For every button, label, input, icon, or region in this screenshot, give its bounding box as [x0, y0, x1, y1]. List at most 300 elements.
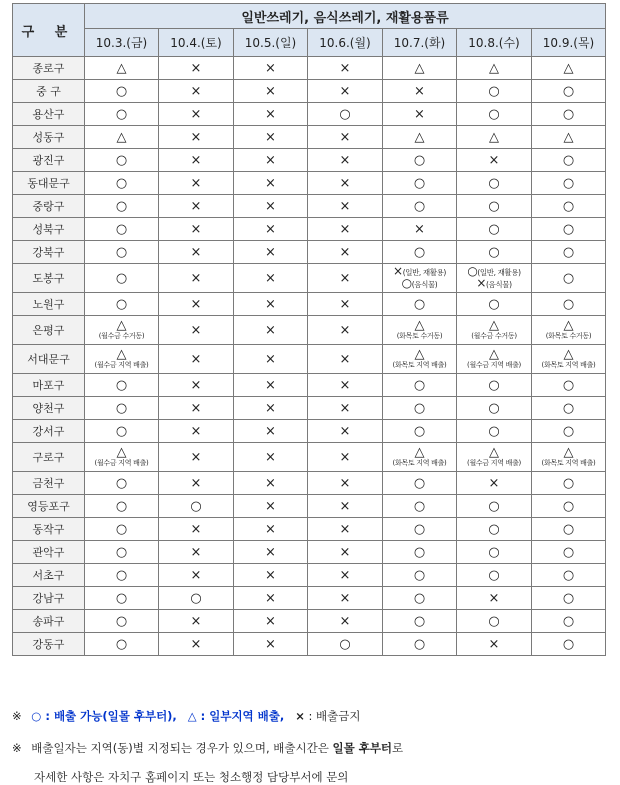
schedule-cell	[85, 103, 159, 126]
status-mark: ×	[265, 129, 276, 145]
schedule-cell	[234, 518, 308, 541]
schedule-cell	[308, 420, 383, 443]
status-mark: ×	[265, 221, 276, 237]
status-mark: △	[116, 347, 127, 362]
legend-note	[12, 708, 612, 724]
schedule-cell	[234, 374, 308, 397]
schedule-cell	[308, 397, 383, 420]
table-row	[13, 472, 606, 495]
status-mark: ×	[265, 244, 276, 260]
schedule-cell	[532, 264, 606, 293]
schedule-cell	[308, 218, 383, 241]
district-name: 마포구	[13, 374, 85, 397]
schedule-cell	[308, 443, 383, 472]
schedule-cell	[159, 443, 234, 472]
status-mark: ×	[339, 475, 351, 491]
schedule-cell	[532, 472, 606, 495]
status-mark: ○	[413, 567, 426, 583]
status-mark: ○	[488, 498, 500, 514]
schedule-cell	[457, 241, 532, 264]
status-mark: ×	[339, 544, 351, 560]
status-mark: ×	[265, 449, 276, 465]
status-mark: ×	[488, 636, 500, 652]
district-name: 서초구	[13, 564, 85, 587]
status-mark: ○	[562, 296, 575, 312]
note-marker: ※	[12, 709, 22, 723]
schedule-cell	[308, 264, 383, 293]
status-mark: ○	[488, 521, 500, 537]
status-mark: ○	[562, 175, 575, 191]
table-row	[13, 80, 606, 103]
schedule-cell	[457, 374, 532, 397]
schedule-cell	[457, 195, 532, 218]
schedule-cell	[308, 293, 383, 316]
status-mark: ×	[488, 152, 500, 168]
status-mark: ○	[190, 590, 202, 606]
schedule-cell	[85, 518, 159, 541]
status-mark: ○	[562, 221, 575, 237]
status-mark: ○	[562, 567, 575, 583]
schedule-cell	[457, 564, 532, 587]
district-name: 송파구	[13, 610, 85, 633]
collection-schedule-table	[12, 3, 606, 656]
status-note: (화목토 지역 배출)	[392, 361, 447, 369]
schedule-cell	[159, 126, 234, 149]
schedule-cell	[85, 241, 159, 264]
status-mark: ○	[488, 423, 500, 439]
status-mark: ○	[115, 198, 128, 214]
status-mark: ○	[413, 498, 426, 514]
schedule-cell	[457, 472, 532, 495]
schedule-cell	[532, 172, 606, 195]
table-row	[13, 518, 606, 541]
table-row	[13, 443, 606, 472]
table-row	[13, 564, 606, 587]
status-note: (화목토 지역 배출)	[541, 459, 596, 467]
group-header: 일반쓰레기, 음식쓰레기, 재활용품류	[85, 4, 606, 29]
schedule-cell	[383, 241, 457, 264]
status-mark: △	[414, 129, 425, 145]
schedule-cell	[234, 443, 308, 472]
schedule-cell	[532, 241, 606, 264]
status-mark: ○	[562, 521, 575, 537]
schedule-cell	[159, 195, 234, 218]
status-mark: ○	[413, 613, 426, 629]
district-name: 종로구	[13, 57, 85, 80]
status-mark: ○	[488, 198, 500, 214]
schedule-cell	[234, 218, 308, 241]
table-row	[13, 57, 606, 80]
table-row	[13, 172, 606, 195]
table-row	[13, 397, 606, 420]
schedule-cell	[383, 443, 457, 472]
schedule-cell	[234, 80, 308, 103]
split-line	[383, 278, 456, 290]
status-mark: ×	[265, 106, 276, 122]
status-mark: ○	[562, 270, 575, 286]
schedule-cell	[159, 541, 234, 564]
status-mark: ×	[190, 60, 202, 76]
status-mark: ×	[339, 129, 351, 145]
status-note: (월수금 지역 배출)	[94, 361, 149, 369]
schedule-cell	[234, 633, 308, 656]
schedule-cell	[308, 103, 383, 126]
schedule-cell	[159, 420, 234, 443]
schedule-cell	[532, 316, 606, 345]
status-mark: ×	[488, 475, 500, 491]
status-mark: ×	[476, 276, 487, 290]
status-mark: △	[116, 60, 127, 76]
status-mark: △	[414, 445, 425, 460]
status-mark: ×	[265, 83, 276, 99]
schedule-cell	[383, 195, 457, 218]
split-note: (음식물)	[486, 280, 512, 289]
district-name: 동작구	[13, 518, 85, 541]
status-mark: ○	[562, 198, 575, 214]
schedule-cell	[234, 293, 308, 316]
schedule-cell	[308, 495, 383, 518]
schedule-cell	[85, 472, 159, 495]
status-mark: ×	[265, 475, 276, 491]
status-mark: △	[414, 347, 425, 362]
status-mark: ○	[562, 106, 575, 122]
status-mark: ×	[339, 590, 351, 606]
district-name: 관악구	[13, 541, 85, 564]
status-note: (월수금 수거동)	[471, 332, 517, 340]
schedule-cell	[234, 316, 308, 345]
status-mark: ×	[265, 175, 276, 191]
schedule-cell	[383, 633, 457, 656]
status-mark: ×	[190, 544, 202, 560]
table-row	[13, 633, 606, 656]
schedule-cell	[308, 587, 383, 610]
status-mark: ○	[413, 400, 426, 416]
status-mark: ×	[265, 521, 276, 537]
status-mark: ×	[265, 198, 276, 214]
schedule-cell	[159, 374, 234, 397]
table-row	[13, 264, 606, 293]
schedule-cell	[308, 172, 383, 195]
status-mark: ○	[413, 175, 426, 191]
status-mark: ×	[339, 449, 351, 465]
note-marker: ※	[12, 741, 22, 755]
schedule-cell	[159, 293, 234, 316]
schedule-cell	[234, 587, 308, 610]
schedule-cell	[532, 610, 606, 633]
schedule-cell	[308, 610, 383, 633]
status-mark: ×	[265, 636, 276, 652]
schedule-cell	[85, 264, 159, 293]
status-mark: ○	[413, 377, 426, 393]
status-mark: ×	[339, 175, 351, 191]
legend-circle: ○ : 배출 가능(일몰 후부터),	[31, 709, 177, 723]
status-mark: ×	[339, 423, 351, 439]
district-name: 성동구	[13, 126, 85, 149]
status-mark: ×	[265, 544, 276, 560]
schedule-cell	[457, 443, 532, 472]
date-header: 10.4.(토)	[159, 29, 234, 57]
status-mark: ×	[190, 296, 202, 312]
schedule-cell	[85, 564, 159, 587]
date-header: 10.3.(금)	[85, 29, 159, 57]
status-mark: ○	[115, 377, 128, 393]
status-mark: ×	[414, 83, 425, 99]
status-mark: ×	[339, 322, 351, 338]
status-mark: ○	[115, 221, 128, 237]
schedule-cell	[308, 472, 383, 495]
schedule-cell	[85, 126, 159, 149]
status-mark: ○	[115, 175, 128, 191]
status-mark: ○	[488, 83, 500, 99]
schedule-cell	[532, 57, 606, 80]
schedule-cell	[532, 633, 606, 656]
schedule-cell	[234, 264, 308, 293]
status-mark: ○	[115, 270, 128, 286]
schedule-cell	[159, 587, 234, 610]
status-mark: ×	[190, 449, 202, 465]
schedule-cell	[532, 374, 606, 397]
status-mark: △	[489, 129, 499, 145]
district-name: 양천구	[13, 397, 85, 420]
table-row	[13, 149, 606, 172]
schedule-cell	[234, 103, 308, 126]
status-mark: ○	[115, 423, 128, 439]
status-note: (화목토 수거동)	[545, 332, 592, 340]
status-mark: ○	[488, 175, 500, 191]
status-mark: ×	[190, 83, 202, 99]
status-mark: ×	[265, 567, 276, 583]
status-mark: ×	[339, 244, 351, 260]
status-mark: ○	[562, 498, 575, 514]
schedule-cell	[234, 610, 308, 633]
schedule-cell	[457, 126, 532, 149]
schedule-cell	[383, 264, 457, 293]
status-mark: ○	[115, 83, 128, 99]
schedule-cell	[85, 57, 159, 80]
status-mark: ×	[190, 129, 202, 145]
status-mark: ×	[488, 590, 500, 606]
schedule-cell	[532, 420, 606, 443]
schedule-cell	[457, 316, 532, 345]
status-mark: △	[563, 60, 574, 76]
date-header: 10.6.(월)	[308, 29, 383, 57]
district-name: 서대문구	[13, 345, 85, 374]
schedule-cell	[383, 472, 457, 495]
status-note: (월수금 지역 배출)	[467, 459, 521, 467]
status-mark: ×	[190, 244, 202, 260]
status-mark: ×	[265, 152, 276, 168]
legend-cross-mark: ×	[295, 709, 305, 723]
schedule-cell	[308, 564, 383, 587]
schedule-cell	[308, 541, 383, 564]
split-line	[457, 266, 531, 278]
status-mark: ×	[265, 498, 276, 514]
schedule-cell	[159, 564, 234, 587]
status-mark: ×	[265, 423, 276, 439]
district-name: 성북구	[13, 218, 85, 241]
schedule-cell	[383, 345, 457, 374]
schedule-cell	[159, 472, 234, 495]
status-mark: ×	[190, 636, 202, 652]
schedule-cell	[532, 564, 606, 587]
status-mark: ○	[115, 296, 128, 312]
status-mark: ×	[339, 400, 351, 416]
district-name: 노원구	[13, 293, 85, 316]
status-mark: △	[563, 129, 574, 145]
schedule-cell	[159, 57, 234, 80]
schedule-cell	[308, 149, 383, 172]
status-mark: △	[116, 129, 127, 145]
schedule-cell	[159, 218, 234, 241]
schedule-cell	[234, 541, 308, 564]
status-mark: ○	[488, 544, 500, 560]
schedule-cell	[159, 241, 234, 264]
status-mark: ×	[190, 152, 202, 168]
schedule-cell	[308, 80, 383, 103]
schedule-cell	[383, 293, 457, 316]
status-note: (화목토 수거동)	[396, 332, 443, 340]
status-mark: ○	[413, 475, 426, 491]
schedule-cell	[85, 80, 159, 103]
schedule-cell	[532, 397, 606, 420]
schedule-cell	[308, 316, 383, 345]
table-row	[13, 316, 606, 345]
date-header-row	[13, 29, 606, 57]
status-mark: ×	[190, 351, 202, 367]
table-row	[13, 374, 606, 397]
status-mark: ×	[339, 83, 351, 99]
schedule-cell	[85, 316, 159, 345]
status-mark: ○	[562, 423, 575, 439]
status-mark: ×	[190, 613, 202, 629]
table-row	[13, 195, 606, 218]
status-mark: △	[116, 445, 127, 460]
schedule-cell	[532, 103, 606, 126]
schedule-cell	[159, 316, 234, 345]
district-name: 중랑구	[13, 195, 85, 218]
status-mark: ○	[488, 377, 500, 393]
split-note: (일반, 재활용)	[402, 268, 446, 277]
schedule-cell	[85, 218, 159, 241]
date-header: 10.8.(수)	[457, 29, 532, 57]
schedule-cell	[308, 518, 383, 541]
status-mark: ×	[265, 322, 276, 338]
schedule-cell	[234, 420, 308, 443]
status-mark: ×	[265, 400, 276, 416]
table-row	[13, 218, 606, 241]
status-mark: ○	[488, 296, 500, 312]
schedule-cell	[383, 610, 457, 633]
schedule-cell	[159, 345, 234, 374]
status-mark: ×	[190, 400, 202, 416]
schedule-cell	[85, 172, 159, 195]
status-mark: ○	[488, 567, 500, 583]
schedule-cell	[383, 103, 457, 126]
schedule-cell	[159, 103, 234, 126]
schedule-cell	[308, 57, 383, 80]
schedule-cell	[457, 587, 532, 610]
schedule-cell	[457, 397, 532, 420]
status-mark: ○	[413, 296, 426, 312]
schedule-cell	[457, 518, 532, 541]
status-mark: ○	[115, 498, 128, 514]
schedule-cell	[532, 218, 606, 241]
schedule-cell	[308, 126, 383, 149]
schedule-cell	[383, 587, 457, 610]
status-mark: ×	[339, 60, 351, 76]
status-note: (화목토 지역 배출)	[392, 459, 447, 467]
schedule-cell	[159, 172, 234, 195]
status-mark: ×	[339, 152, 351, 168]
status-mark: ×	[339, 351, 351, 367]
schedule-cell	[234, 345, 308, 374]
timing-note-emphasis: 일몰 후부터	[332, 741, 393, 755]
schedule-cell	[457, 172, 532, 195]
schedule-cell	[532, 518, 606, 541]
status-mark: ○	[488, 221, 500, 237]
status-mark: ○	[115, 475, 128, 491]
table-row	[13, 495, 606, 518]
district-name: 강남구	[13, 587, 85, 610]
status-mark: ○	[401, 276, 412, 290]
status-mark: △	[489, 445, 499, 460]
schedule-cell	[383, 518, 457, 541]
schedule-cell	[532, 587, 606, 610]
table-row	[13, 126, 606, 149]
status-mark: ○	[562, 152, 575, 168]
schedule-cell	[85, 345, 159, 374]
status-mark: ○	[413, 636, 426, 652]
status-mark: ○	[488, 613, 500, 629]
legend-triangle: △ : 일부지역 배출,	[187, 709, 285, 723]
status-mark: ○	[413, 152, 426, 168]
corner-header: 구 분	[13, 4, 85, 57]
table-row	[13, 420, 606, 443]
schedule-cell	[383, 397, 457, 420]
schedule-cell	[383, 316, 457, 345]
schedule-cell	[457, 149, 532, 172]
schedule-cell	[234, 126, 308, 149]
split-note: (일반, 재활용)	[477, 268, 521, 277]
schedule-cell	[308, 345, 383, 374]
schedule-cell	[457, 103, 532, 126]
schedule-cell	[85, 293, 159, 316]
schedule-cell	[159, 518, 234, 541]
status-mark: ○	[413, 521, 426, 537]
timing-note-text: 배출일자는 지역(동)별 지정되는 경우가 있으며, 배출시간은	[31, 741, 329, 755]
status-mark: ○	[115, 636, 128, 652]
schedule-cell	[457, 345, 532, 374]
schedule-cell	[383, 172, 457, 195]
table-row	[13, 610, 606, 633]
schedule-cell	[457, 264, 532, 293]
status-mark: △	[563, 318, 574, 333]
schedule-cell	[159, 610, 234, 633]
schedule-cell	[308, 195, 383, 218]
district-name: 광진구	[13, 149, 85, 172]
schedule-cell	[532, 495, 606, 518]
status-mark: ×	[190, 175, 202, 191]
status-mark: ○	[467, 264, 478, 278]
schedule-cell	[85, 610, 159, 633]
schedule-cell	[234, 241, 308, 264]
schedule-cell	[457, 218, 532, 241]
status-mark: ○	[190, 498, 202, 514]
status-mark: ×	[339, 198, 351, 214]
status-mark: ×	[265, 60, 276, 76]
schedule-cell	[457, 293, 532, 316]
status-mark: ○	[115, 613, 128, 629]
